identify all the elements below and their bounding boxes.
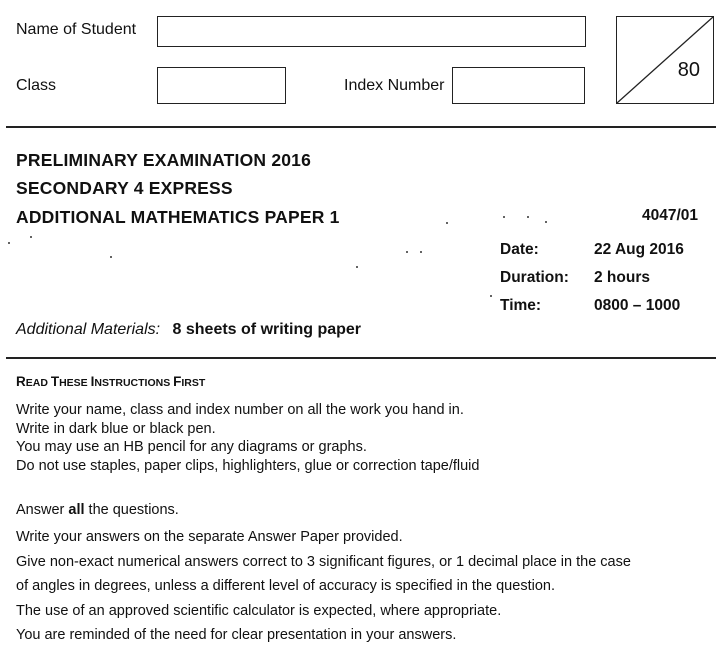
answer-all-emphasis: all — [68, 502, 85, 518]
index-number-label: Index Number — [344, 77, 445, 94]
instruction-line: Write in dark blue or black pen. — [16, 420, 216, 437]
total-marks: 80 — [677, 59, 700, 81]
duration-label: Duration: — [500, 269, 569, 286]
heading-word: EAD — [25, 377, 51, 389]
duration-value: 2 hours — [594, 269, 650, 286]
instruction-line: You are reminded of the need for clear presentation in your answers. — [16, 627, 457, 643]
materials-divider — [6, 357, 716, 359]
instruction-line: You may use an HB pencil for any diagrams or graphs. — [16, 439, 367, 455]
scan-speck — [490, 295, 492, 297]
scan-speck — [406, 251, 408, 253]
scan-speck — [503, 216, 505, 218]
marks-box — [616, 16, 714, 104]
instructions-heading — [16, 373, 205, 391]
answer-all-suffix: the questions. — [84, 502, 179, 518]
instructions-answering — [16, 525, 631, 648]
heading-word: IRST — [181, 377, 206, 389]
scan-speck — [110, 256, 112, 258]
additional-materials — [16, 321, 361, 339]
instructions-general — [16, 401, 479, 475]
scan-speck — [527, 216, 529, 218]
exam-level: SECONDARY 4 EXPRESS — [16, 178, 233, 198]
scan-speck — [30, 236, 32, 238]
date-label: Date: — [500, 241, 539, 258]
heading-letter: I — [90, 374, 95, 389]
heading-letter: R — [16, 374, 26, 389]
exam-title: PRELIMINARY EXAMINATION 2016 — [16, 150, 312, 170]
name-of-student-label: Name of Student — [16, 21, 137, 38]
heading-letter: F — [173, 374, 182, 389]
instruction-line: Do not use staples, paper clips, highlighters, glue or correction tape/fluid — [16, 457, 480, 474]
instruction-line: The use of an approved scientific calculator is expected, where appropriate. — [16, 602, 502, 619]
instruction-line: Write your name, class and index number on all the work you hand in. — [16, 402, 464, 418]
answer-all-line — [16, 501, 179, 520]
heading-word: HESE — [59, 377, 91, 389]
answer-all-prefix: Answer — [16, 502, 69, 518]
class-label: Class — [16, 77, 57, 94]
name-of-student-field[interactable] — [157, 16, 586, 47]
time-value: 0800 – 1000 — [594, 297, 681, 314]
scan-speck — [420, 251, 422, 253]
header-divider — [6, 126, 716, 128]
heading-word: NSTRUCTIONS — [94, 377, 174, 389]
additional-materials-label: Additional Materials: — [16, 321, 161, 338]
exam-subject: ADDITIONAL MATHEMATICS PAPER 1 — [16, 207, 340, 227]
scan-speck — [8, 242, 10, 244]
time-label: Time: — [500, 297, 542, 314]
instruction-line: Write your answers on the separate Answer Paper provided. — [16, 529, 403, 545]
additional-materials-value: 8 sheets of writing paper — [172, 321, 362, 338]
scan-speck — [545, 221, 547, 223]
scan-speck — [356, 266, 358, 268]
index-number-field[interactable] — [452, 67, 585, 104]
heading-letter: T — [50, 374, 60, 389]
scan-speck — [446, 222, 448, 224]
paper-code: 4047/01 — [642, 207, 699, 224]
date-value: 22 Aug 2016 — [594, 241, 684, 258]
class-field[interactable] — [157, 67, 286, 104]
instruction-line: of angles in degrees, unless a different level of accuracy is specified in the question. — [16, 578, 555, 594]
instruction-line: Give non-exact numerical answers correct to 3 significant figures, or 1 decimal place in the case — [16, 553, 631, 570]
